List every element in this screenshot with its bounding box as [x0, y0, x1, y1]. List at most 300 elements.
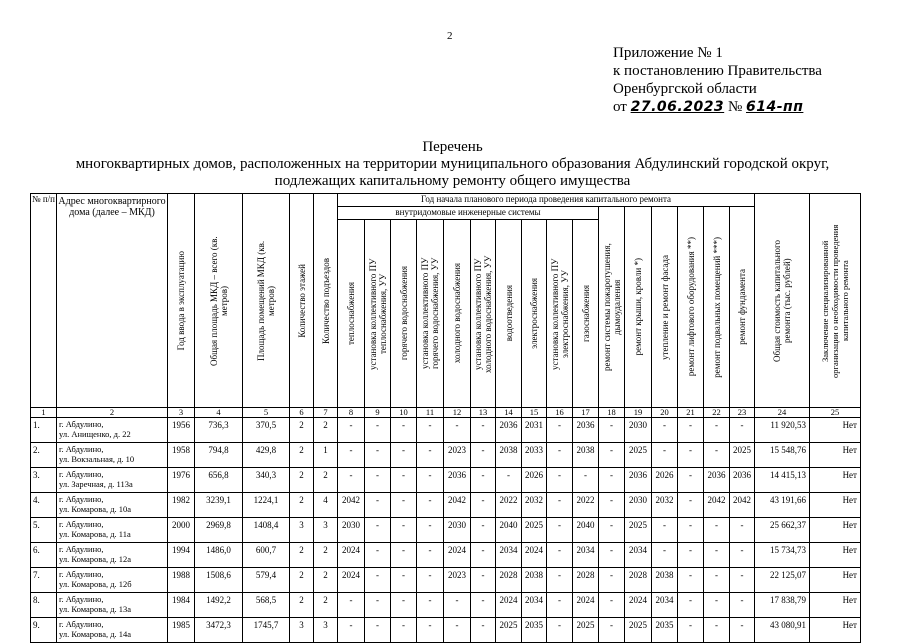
entrances-cell: 2: [314, 593, 338, 618]
address-cell: [57, 543, 168, 568]
plan-year-cell: 2042: [704, 493, 730, 518]
plan-year-cell: 2022: [573, 493, 599, 518]
header-c19: ремонт крыши, кровли *): [625, 207, 652, 408]
header-c21: ремонт лифтового оборудования **): [678, 207, 704, 408]
header-c11: установка коллективного ПУ горячего водоснабжения, УУ: [417, 220, 444, 408]
address-city: г. Абдулино,: [59, 544, 104, 554]
plan-year-cell: -: [599, 518, 625, 543]
address-street: ул. Анищенко, д. 22: [59, 429, 131, 439]
plan-year-cell: 2038: [522, 568, 547, 593]
address-city: г. Абдулино,: [59, 569, 104, 579]
plan-year-cell: 2034: [625, 543, 652, 568]
address-street: ул. Вокзальная, д. 10: [59, 454, 135, 464]
header-c12: холодного водоснабжения: [444, 220, 471, 408]
plan-year-cell: -: [652, 543, 678, 568]
plan-year-cell: -: [471, 593, 496, 618]
floors-cell: 2: [290, 443, 314, 468]
plan-year-cell: -: [365, 543, 391, 568]
entrances-cell: 4: [314, 493, 338, 518]
plan-year-cell: -: [417, 418, 444, 443]
entrances-cell: 2: [314, 418, 338, 443]
area-total-cell: 2969,8: [195, 518, 243, 543]
plan-year-cell: -: [652, 443, 678, 468]
column-number: 10: [391, 408, 417, 418]
plan-year-cell: -: [338, 618, 365, 643]
plan-year-cell: 2025: [730, 443, 755, 468]
address-cell: [57, 468, 168, 493]
plan-year-cell: 2032: [652, 493, 678, 518]
plan-year-cell: -: [338, 443, 365, 468]
plan-year-cell: 2038: [496, 443, 522, 468]
plan-year-cell: -: [471, 418, 496, 443]
area-rooms-cell: 1224,1: [243, 493, 290, 518]
plan-year-cell: -: [599, 543, 625, 568]
column-number: 7: [314, 408, 338, 418]
header-c8: теплоснабжения: [338, 220, 365, 408]
address-city: г. Абдулино,: [59, 419, 104, 429]
appendix-block: [613, 44, 822, 116]
plan-year-cell: -: [599, 418, 625, 443]
plan-year-cell: 2034: [652, 593, 678, 618]
header-plan-group: Год начала планового периода проведения капитального ремонта: [338, 194, 755, 207]
plan-year-cell: 2028: [496, 568, 522, 593]
area-rooms-cell: 1408,4: [243, 518, 290, 543]
header-floors: Количество этажей: [290, 194, 314, 408]
housing-repair-table: [30, 193, 861, 643]
plan-year-cell: -: [678, 443, 704, 468]
row-number: 5.: [31, 518, 57, 543]
cost-cell: 43 080,91: [755, 618, 810, 643]
plan-year-cell: 2024: [522, 543, 547, 568]
plan-year-cell: 2025: [522, 518, 547, 543]
plan-year-cell: 2030: [625, 418, 652, 443]
plan-year-cell: -: [547, 568, 573, 593]
plan-year-cell: -: [599, 493, 625, 518]
plan-year-cell: -: [678, 468, 704, 493]
plan-year-cell: 2028: [625, 568, 652, 593]
table-row: [31, 543, 861, 568]
column-number: 4: [195, 408, 243, 418]
entrances-cell: 2: [314, 468, 338, 493]
plan-year-cell: -: [417, 593, 444, 618]
plan-year-cell: 2038: [573, 443, 599, 468]
appendix-no-sign: №: [727, 99, 743, 115]
cost-cell: 14 415,13: [755, 468, 810, 493]
plan-year-cell: -: [391, 543, 417, 568]
plan-year-cell: 2024: [496, 593, 522, 618]
plan-year-cell: 2036: [704, 468, 730, 493]
area-rooms-cell: 370,5: [243, 418, 290, 443]
row-number: 3.: [31, 468, 57, 493]
plan-year-cell: 2036: [573, 418, 599, 443]
plan-year-cell: 2028: [573, 568, 599, 593]
plan-year-cell: -: [444, 418, 471, 443]
plan-year-cell: -: [365, 443, 391, 468]
conclusion-cell: Нет: [810, 518, 861, 543]
area-total-cell: 3472,3: [195, 618, 243, 643]
entrances-cell: 1: [314, 443, 338, 468]
plan-year-cell: -: [365, 493, 391, 518]
plan-year-cell: -: [547, 418, 573, 443]
address-cell: [57, 568, 168, 593]
plan-year-cell: 2024: [338, 568, 365, 593]
header-systems-group: внутридомовые инженерные системы: [338, 207, 599, 220]
column-number: 6: [290, 408, 314, 418]
header-c16: установка коллективного ПУ электроснабжения, УУ: [547, 220, 573, 408]
plan-year-cell: -: [471, 468, 496, 493]
floors-cell: 3: [290, 618, 314, 643]
area-total-cell: 736,3: [195, 418, 243, 443]
plan-year-cell: -: [365, 418, 391, 443]
conclusion-cell: Нет: [810, 493, 861, 518]
plan-year-cell: -: [391, 618, 417, 643]
plan-year-cell: -: [417, 468, 444, 493]
conclusion-cell: Нет: [810, 593, 861, 618]
entrances-cell: 3: [314, 518, 338, 543]
header-c13: установка коллективного ПУ холодного водоснабжения, УУ: [471, 220, 496, 408]
plan-year-cell: -: [547, 518, 573, 543]
entrances-cell: 3: [314, 618, 338, 643]
plan-year-cell: 2034: [496, 543, 522, 568]
row-number: 4.: [31, 493, 57, 518]
address-cell: [57, 493, 168, 518]
plan-year-cell: 2030: [625, 493, 652, 518]
row-number: 1.: [31, 418, 57, 443]
column-number: 2: [57, 408, 168, 418]
page-number: 2: [447, 30, 453, 42]
plan-year-cell: -: [599, 593, 625, 618]
plan-year-cell: -: [391, 443, 417, 468]
plan-year-cell: -: [444, 593, 471, 618]
column-number: 18: [599, 408, 625, 418]
column-number: 15: [522, 408, 547, 418]
area-total-cell: 794,8: [195, 443, 243, 468]
address-street: ул. Комарова, д. 13а: [59, 604, 132, 614]
plan-year-cell: -: [338, 593, 365, 618]
plan-year-cell: -: [704, 443, 730, 468]
conclusion-cell: Нет: [810, 618, 861, 643]
address-street: ул. Комарова, д. 10а: [59, 504, 132, 514]
appendix-number: 614-пп: [746, 99, 804, 115]
area-rooms-cell: 600,7: [243, 543, 290, 568]
cost-cell: 17 838,79: [755, 593, 810, 618]
plan-year-cell: 2031: [522, 418, 547, 443]
plan-year-cell: 2025: [625, 443, 652, 468]
plan-year-cell: -: [652, 518, 678, 543]
plan-year-cell: -: [365, 568, 391, 593]
table-row: [31, 468, 861, 493]
cost-cell: 22 125,07: [755, 568, 810, 593]
plan-year-cell: -: [678, 518, 704, 543]
plan-year-cell: -: [678, 543, 704, 568]
floors-cell: 2: [290, 418, 314, 443]
plan-year-cell: -: [678, 593, 704, 618]
area-total-cell: 1492,2: [195, 593, 243, 618]
row-number: 9.: [31, 618, 57, 643]
header-c20: утепление и ремонт фасада: [652, 207, 678, 408]
cost-cell: 25 662,37: [755, 518, 810, 543]
header-area-total: Общая площадь МКД – всего (кв. метров): [195, 194, 243, 408]
header-address: Адрес многоквартирного дома (далее – МКД): [57, 194, 168, 408]
plan-year-cell: -: [704, 543, 730, 568]
row-number: 7.: [31, 568, 57, 593]
column-number: 25: [810, 408, 861, 418]
floors-cell: 2: [290, 568, 314, 593]
plan-year-cell: -: [678, 493, 704, 518]
conclusion-cell: Нет: [810, 443, 861, 468]
header-conclusion: Заключение специализированной организации о необходимости проведения капитального ремонта: [810, 194, 861, 408]
appendix-date: 27.06.2023: [630, 99, 725, 115]
area-rooms-cell: 568,5: [243, 593, 290, 618]
area-total-cell: 1486,0: [195, 543, 243, 568]
plan-year-cell: -: [391, 418, 417, 443]
plan-year-cell: -: [547, 468, 573, 493]
address-cell: [57, 618, 168, 643]
column-number: 22: [704, 408, 730, 418]
plan-year-cell: -: [417, 443, 444, 468]
plan-year-cell: 2023: [444, 568, 471, 593]
table-row: [31, 493, 861, 518]
plan-year-cell: 2042: [444, 493, 471, 518]
plan-year-cell: -: [730, 543, 755, 568]
appendix-from: от: [613, 99, 627, 115]
plan-year-cell: -: [391, 518, 417, 543]
floors-cell: 2: [290, 593, 314, 618]
address-cell: [57, 443, 168, 468]
row-number: 6.: [31, 543, 57, 568]
column-numbers-row: [31, 408, 861, 418]
address-cell: [57, 418, 168, 443]
address-city: г. Абдулино,: [59, 494, 104, 504]
column-number: 23: [730, 408, 755, 418]
plan-year-cell: -: [496, 468, 522, 493]
floors-cell: 2: [290, 493, 314, 518]
area-rooms-cell: 1745,7: [243, 618, 290, 643]
header-c15: электроснабжения: [522, 220, 547, 408]
entrances-cell: 2: [314, 568, 338, 593]
plan-year-cell: -: [730, 518, 755, 543]
header-c9: установка коллективного ПУ теплоснабжения, УУ: [365, 220, 391, 408]
header-num: № п/п: [31, 194, 57, 408]
entrances-cell: 2: [314, 543, 338, 568]
plan-year-cell: -: [391, 468, 417, 493]
plan-year-cell: 2032: [522, 493, 547, 518]
plan-year-cell: 2024: [338, 543, 365, 568]
column-number: 16: [547, 408, 573, 418]
plan-year-cell: -: [652, 418, 678, 443]
conclusion-cell: Нет: [810, 568, 861, 593]
appendix-line-3: Оренбургской области: [613, 81, 757, 97]
table-row: [31, 568, 861, 593]
address-cell: [57, 593, 168, 618]
plan-year-cell: 2042: [338, 493, 365, 518]
column-number: 17: [573, 408, 599, 418]
plan-year-cell: -: [471, 518, 496, 543]
plan-year-cell: 2030: [338, 518, 365, 543]
plan-year-cell: -: [391, 493, 417, 518]
address-street: ул. Комарова, д. 11а: [59, 529, 131, 539]
plan-year-cell: 2036: [496, 418, 522, 443]
plan-year-cell: -: [417, 543, 444, 568]
plan-year-cell: -: [471, 543, 496, 568]
row-number: 8.: [31, 593, 57, 618]
plan-year-cell: 2025: [496, 618, 522, 643]
header-c17: газоснабжения: [573, 220, 599, 408]
plan-year-cell: -: [471, 618, 496, 643]
plan-year-cell: -: [365, 468, 391, 493]
plan-year-cell: -: [471, 493, 496, 518]
floors-cell: 3: [290, 518, 314, 543]
area-total-cell: 1508,6: [195, 568, 243, 593]
address-street: ул. Комарова, д. 12б: [59, 579, 132, 589]
year-cell: 1988: [168, 568, 195, 593]
header-c23: ремонт фундамента: [730, 207, 755, 408]
plan-year-cell: -: [417, 493, 444, 518]
plan-year-cell: 2030: [444, 518, 471, 543]
plan-year-cell: -: [599, 443, 625, 468]
plan-year-cell: -: [547, 543, 573, 568]
conclusion-cell: Нет: [810, 468, 861, 493]
address-city: г. Абдулино,: [59, 619, 104, 629]
column-number: 12: [444, 408, 471, 418]
plan-year-cell: -: [704, 593, 730, 618]
plan-year-cell: 2036: [625, 468, 652, 493]
plan-year-cell: 2035: [522, 618, 547, 643]
plan-year-cell: 2038: [652, 568, 678, 593]
table-row: [31, 518, 861, 543]
plan-year-cell: -: [471, 568, 496, 593]
table-row: [31, 593, 861, 618]
conclusion-cell: Нет: [810, 543, 861, 568]
plan-year-cell: -: [599, 618, 625, 643]
header-year: Год ввода в эксплуатацию: [168, 194, 195, 408]
year-cell: 1976: [168, 468, 195, 493]
plan-year-cell: -: [599, 568, 625, 593]
floors-cell: 2: [290, 468, 314, 493]
plan-year-cell: -: [365, 618, 391, 643]
cost-cell: 15 734,73: [755, 543, 810, 568]
address-city: г. Абдулино,: [59, 594, 104, 604]
column-number: 20: [652, 408, 678, 418]
year-cell: 2000: [168, 518, 195, 543]
title-line-3: подлежащих капитальному ремонту общего имущества: [274, 173, 631, 189]
table-row: [31, 418, 861, 443]
header-area-rooms: Площадь помещений МКД (кв. метров): [243, 194, 290, 408]
plan-year-cell: -: [678, 618, 704, 643]
appendix-line-1: Приложение № 1: [613, 45, 723, 61]
column-number: 9: [365, 408, 391, 418]
column-number: 3: [168, 408, 195, 418]
plan-year-cell: 2023: [444, 443, 471, 468]
address-city: г. Абдулино,: [59, 519, 104, 529]
appendix-line-2: к постановлению Правительства: [613, 63, 822, 79]
plan-year-cell: -: [547, 618, 573, 643]
area-total-cell: 656,8: [195, 468, 243, 493]
column-number: 8: [338, 408, 365, 418]
plan-year-cell: -: [365, 518, 391, 543]
column-number: 14: [496, 408, 522, 418]
column-number: 19: [625, 408, 652, 418]
plan-year-cell: -: [730, 593, 755, 618]
column-number: 11: [417, 408, 444, 418]
plan-year-cell: 2026: [522, 468, 547, 493]
plan-year-cell: 2035: [652, 618, 678, 643]
plan-year-cell: -: [417, 618, 444, 643]
plan-year-cell: -: [365, 593, 391, 618]
plan-year-cell: -: [704, 568, 730, 593]
plan-year-cell: -: [391, 593, 417, 618]
plan-year-cell: -: [417, 568, 444, 593]
plan-year-cell: -: [704, 518, 730, 543]
plan-year-cell: -: [678, 568, 704, 593]
plan-year-cell: 2025: [625, 518, 652, 543]
plan-year-cell: 2042: [730, 493, 755, 518]
area-rooms-cell: 340,3: [243, 468, 290, 493]
table-body: [31, 418, 861, 643]
plan-year-cell: -: [704, 618, 730, 643]
plan-year-cell: 2026: [652, 468, 678, 493]
title-line-1: Перечень: [422, 139, 483, 155]
address-street: ул. Комарова, д. 12а: [59, 554, 132, 564]
plan-year-cell: -: [704, 418, 730, 443]
year-cell: 1982: [168, 493, 195, 518]
plan-year-cell: -: [547, 493, 573, 518]
plan-year-cell: 2024: [444, 543, 471, 568]
plan-year-cell: -: [471, 443, 496, 468]
appendix-line-4: [613, 98, 822, 116]
plan-year-cell: 2024: [625, 593, 652, 618]
plan-year-cell: -: [417, 518, 444, 543]
address-street: ул. Заречная, д. 113а: [59, 479, 133, 489]
plan-year-cell: 2025: [625, 618, 652, 643]
header-c14: водоотведения: [496, 220, 522, 408]
plan-year-cell: -: [599, 468, 625, 493]
plan-year-cell: -: [338, 468, 365, 493]
address-city: г. Абдулино,: [59, 444, 104, 454]
header-c18: ремонт системы пожаротушения, дымоудаления: [599, 207, 625, 408]
plan-year-cell: -: [730, 418, 755, 443]
plan-year-cell: -: [678, 418, 704, 443]
year-cell: 1956: [168, 418, 195, 443]
header-c10: горячего водоснабжения: [391, 220, 417, 408]
plan-year-cell: -: [547, 443, 573, 468]
plan-year-cell: -: [730, 618, 755, 643]
plan-year-cell: 2034: [573, 543, 599, 568]
column-number: 13: [471, 408, 496, 418]
conclusion-cell: Нет: [810, 418, 861, 443]
plan-year-cell: -: [444, 618, 471, 643]
address-street: ул. Комарова, д. 14а: [59, 629, 132, 639]
header-entrances: Количество подъездов: [314, 194, 338, 408]
plan-year-cell: -: [338, 418, 365, 443]
plan-year-cell: -: [730, 568, 755, 593]
table-row: [31, 618, 861, 643]
plan-year-cell: 2022: [496, 493, 522, 518]
year-cell: 1994: [168, 543, 195, 568]
column-number: 1: [31, 408, 57, 418]
floors-cell: 2: [290, 543, 314, 568]
address-cell: [57, 518, 168, 543]
area-rooms-cell: 429,8: [243, 443, 290, 468]
area-total-cell: 3239,1: [195, 493, 243, 518]
title-line-2: многоквартирных домов, расположенных на территории муниципального образования Абдулинский городской округ,: [75, 156, 830, 172]
plan-year-cell: 2040: [496, 518, 522, 543]
header-cost: Общая стоимость капитального ремонта (тыс. рублей): [755, 194, 810, 408]
plan-year-cell: -: [573, 468, 599, 493]
address-city: г. Абдулино,: [59, 469, 104, 479]
area-rooms-cell: 579,4: [243, 568, 290, 593]
column-number: 24: [755, 408, 810, 418]
